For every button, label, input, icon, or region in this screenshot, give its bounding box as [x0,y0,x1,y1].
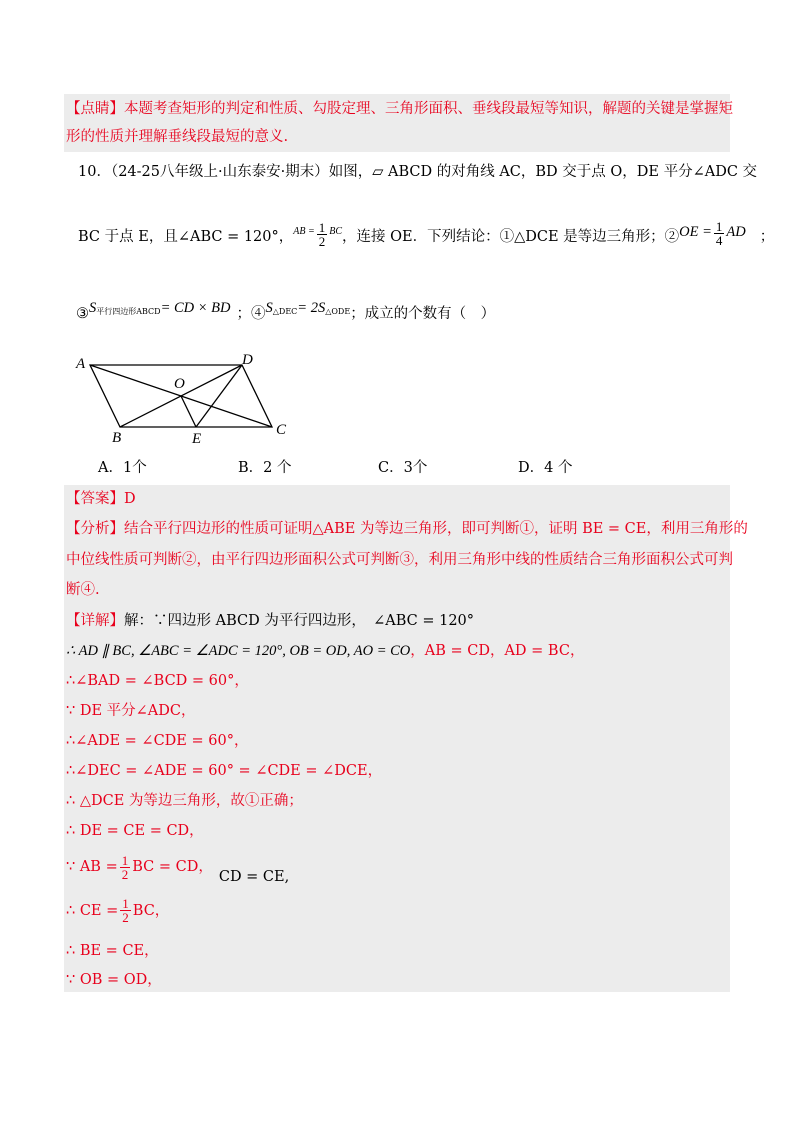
option-c[interactable] [378,458,427,478]
area-sub-parallelogram: 平行四边形ABCD [96,307,161,316]
area-sub-ode: △ODE [325,307,351,316]
option-b[interactable] [238,458,292,478]
quarter-fraction [714,220,725,247]
detail-line-8 [66,821,204,841]
oe-eq: OE = [679,223,712,240]
detail-10-num: 1 [122,896,129,911]
question-line-3 [76,300,496,324]
label-e: E [192,431,202,445]
detail-step-11: ∴ BE = CE， [66,943,159,959]
question-ending: ；成立的个数有（ ） [350,306,496,322]
label-c: C [276,422,287,438]
question-number: 10． [78,164,111,180]
question-line-2 [78,219,775,249]
area-sub-dec: △DEC [272,307,298,316]
dianjing-line-1 [66,99,733,119]
semicolon: ； [759,228,775,245]
answer-line [66,489,136,509]
bc-term: BC [329,225,343,237]
half-num: 1 [318,220,326,235]
option-c-label: C． [378,460,404,476]
label-o: O [174,376,185,392]
ab-eq: AB = [293,225,315,237]
dianjing-tag: 【点睛】 [66,101,124,117]
question-source: （24-25八年级上·山东泰安·期末） [110,164,329,180]
detail-line-12 [66,970,162,990]
half-fraction [317,221,328,248]
option-b-value: 2 个 [263,460,292,476]
detail-line-10 [66,897,169,924]
analysis-line-1 [66,519,748,539]
detail-line-9 [66,847,289,887]
detail-10-fraction [120,897,131,924]
detail-step-3: ∴∠BAD = ∠BCD = 60°， [66,673,249,689]
option-a-value: 1个 [122,460,147,476]
detail-step-2b: ，AB = CD，AD = BC， [410,643,585,659]
quarter-den: 4 [715,233,723,248]
detail-10-den: 2 [122,910,129,925]
option-a-label: A． [98,460,123,476]
analysis-line-3 [66,580,100,600]
analysis-text-1: 结合平行四边形的性质可证明△ABE 为等边三角形，即可判断①，证明 BE = CE，利用三角形的 [124,521,748,537]
option-d-value: 4 个 [544,460,573,476]
option-d-label: D． [518,460,545,476]
quarter-num: 1 [715,219,723,234]
detail-step-12: ∵ OB = OD， [66,972,162,988]
detail-line-4 [66,701,196,721]
detail-line-7 [66,791,303,811]
label-a: A [76,356,86,372]
detail-line-3 [66,671,249,691]
detail-step-9c: CD = CE, [218,869,290,885]
detail-9-num: 1 [121,852,129,868]
analysis-text-2: 中位线性质可判断②，由平行四边形面积公式可判断③，利用三角形中线的性质结合三角形面积公式可判 [66,552,733,568]
area-s: S [89,300,97,316]
option-a[interactable] [98,458,147,478]
half-den: 2 [318,234,326,249]
analysis-tag: 【分析】 [66,521,124,537]
detail-step-8: ∴ DE = CE = CD， [66,823,204,839]
dianjing-text-2: 形的性质并理解垂线段最短的意义. [66,129,289,145]
question-stem-1: 如图，▱ ABCD 的对角线 AC，BD 交于点 O，DE 平分∠ADC 交 [328,164,758,180]
detail-line-6 [66,761,382,781]
option-d[interactable] [518,458,572,478]
conclusion-3-marker: ③ [76,306,89,322]
parallelogram-figure [72,350,302,445]
detail-step-9a: ∵ AB = [66,859,118,875]
detail-tag: 【详解】 [66,613,124,629]
analysis-line-2 [66,550,733,570]
analysis-text-3: 断④. [66,582,100,598]
question-stem-2a: BC 于点 E，且∠ABC = 120°， [78,228,294,245]
detail-9-den: 2 [121,866,129,882]
answer-tag: 【答案】 [66,491,124,507]
detail-step-1: 解：∵四边形 ABCD 为平行四边形， ∠ABC = 120° [124,613,475,629]
detail-step-9b: BC = CD， [132,859,213,875]
area-eq-2s: = 2S [297,300,326,316]
question-stem-2b: ，连接 OE．下列结论：①△DCE 是等边三角形；② [342,228,680,245]
dianjing-text-1: 本题考查矩形的判定和性质、勾股定理、三角形面积、垂线段最短等知识，解题的关键是掌握矩 [124,101,733,117]
detail-line-2 [66,641,584,661]
area-s1: S [265,300,273,316]
detail-step-5: ∴∠ADE = ∠CDE = 60°， [66,733,249,749]
detail-9-fraction [120,854,131,881]
conclusion-4-marker: ；④ [236,306,266,322]
detail-step-2a: ∴ AD ∥ BC, ∠ABC = ∠ADC = 120°, OB = OD, AO = CO [66,643,411,659]
detail-step-4: ∵ DE 平分∠ADC， [66,703,196,719]
answer-value: D [124,491,136,507]
label-d: D [242,352,253,368]
detail-step-7: ∴ △DCE 为等边三角形，故①正确； [66,793,303,809]
option-c-value: 3个 [403,460,428,476]
detail-line-5 [66,731,248,751]
detail-step-6: ∴∠DEC = ∠ADE = 60° = ∠CDE = ∠DCE， [66,763,383,779]
area-formula: = CD × BD [160,300,231,316]
segment-de [196,365,242,427]
detail-step-10a: ∴ CE = [66,902,119,919]
label-b: B [112,430,122,445]
ad-term: AD [726,223,746,240]
detail-line-11 [66,941,159,961]
dianjing-line-2 [66,127,288,147]
detail-line-1 [66,611,474,631]
question-line-1 [78,162,757,182]
option-b-label: B． [238,460,264,476]
detail-step-10b: BC， [132,902,170,919]
